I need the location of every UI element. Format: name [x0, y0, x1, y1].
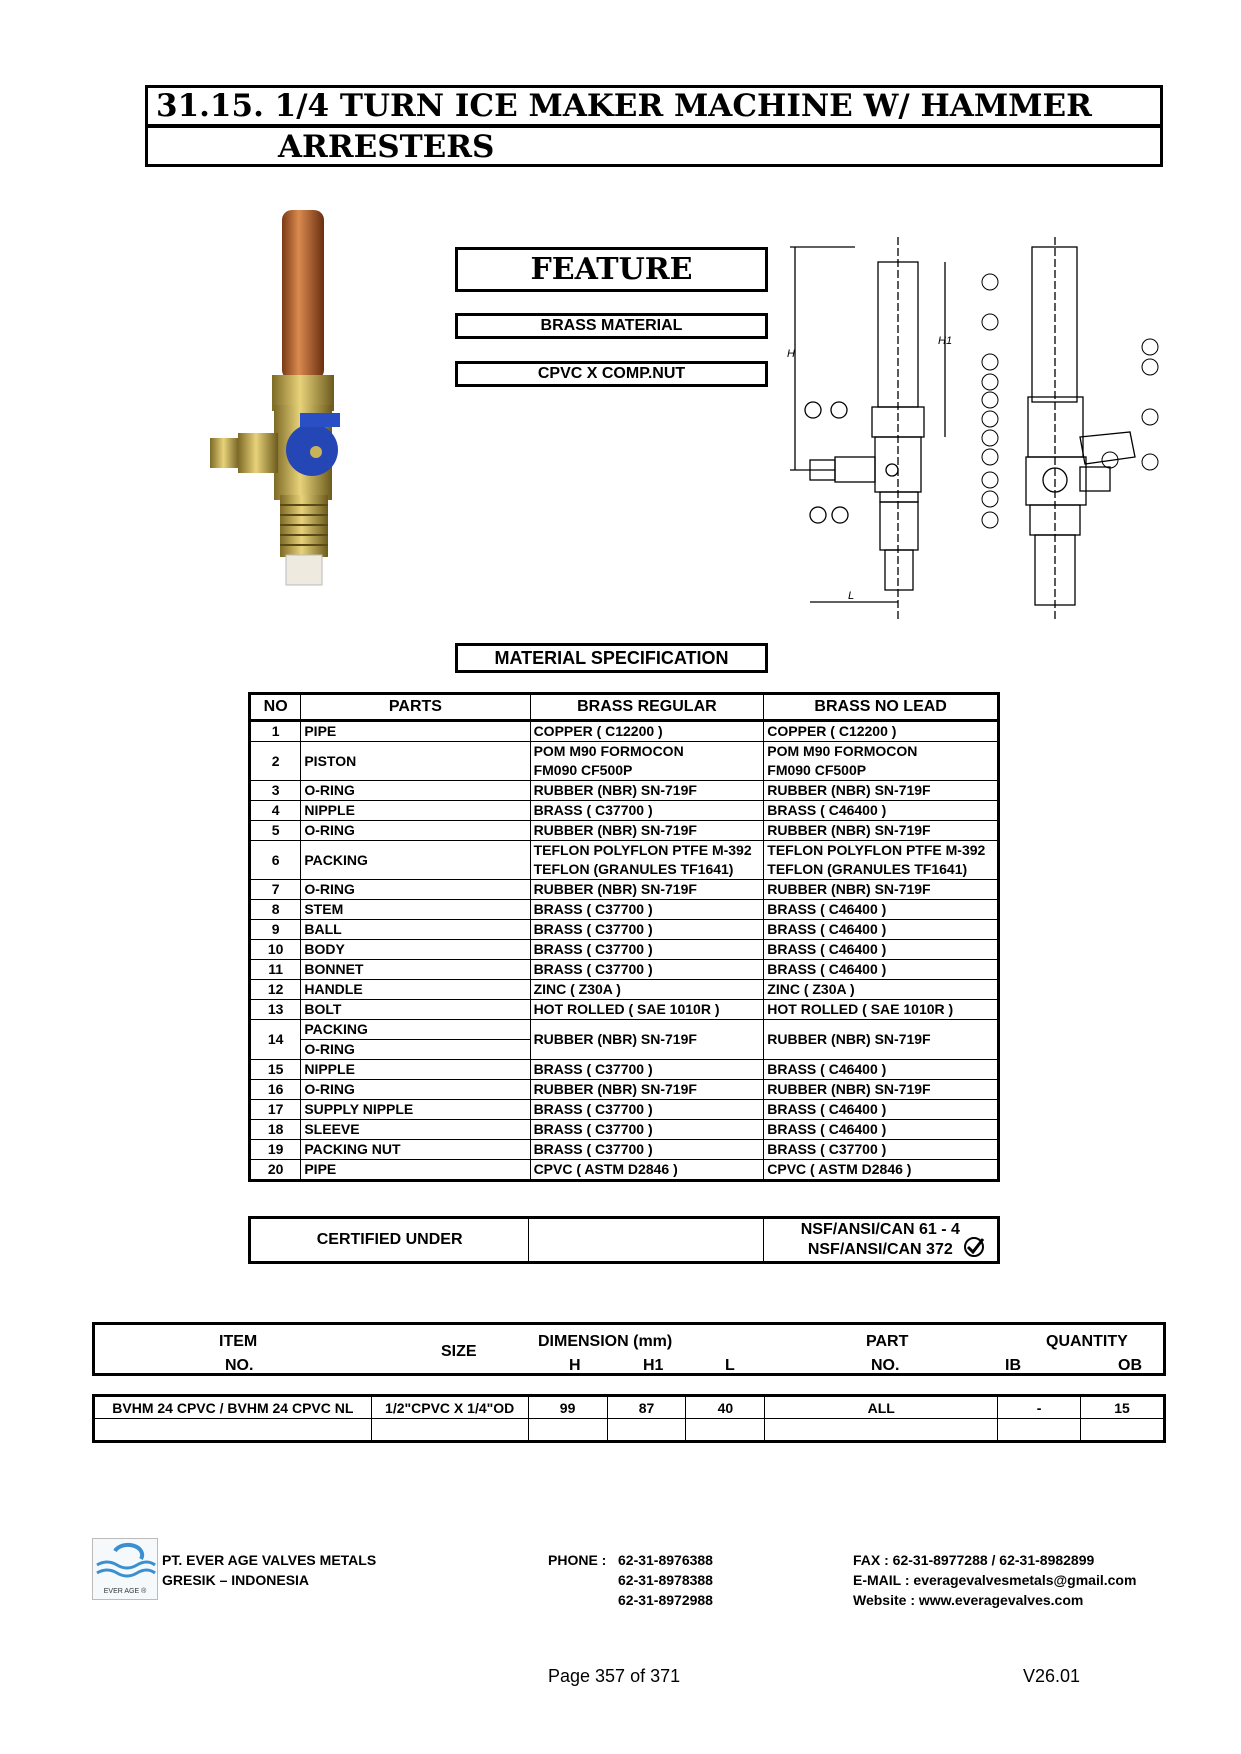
table-row [250, 960, 999, 980]
row-regular: BRASS ( C37700 ) [530, 960, 764, 980]
row-nolead: HOT ROLLED ( SAE 1010R ) [764, 1000, 999, 1020]
row-part: SUPPLY NIPPLE [301, 1100, 530, 1120]
product-photo [200, 205, 360, 595]
row-part: PACKING [301, 841, 530, 880]
row-item: BVHM 24 CPVC / BVHM 24 CPVC NL [94, 1396, 372, 1419]
row-part: NIPPLE [301, 1060, 530, 1080]
header-size: SIZE [441, 1343, 477, 1360]
header-no: NO [250, 694, 301, 721]
table-row [250, 1000, 999, 1020]
table-row [250, 940, 999, 960]
row-regular-line1: POM M90 FORMOCON [533, 743, 684, 759]
row-part: SLEEVE [301, 1120, 530, 1140]
row-regular: RUBBER (NBR) SN-719F [530, 821, 764, 841]
table-row [250, 801, 999, 821]
table-row [250, 920, 999, 940]
page-title-line1: 31.15. 1/4 TURN ICE MAKER MACHINE W/ HAMMER [145, 85, 1163, 127]
dim-label-l: L [848, 590, 855, 602]
row-no: 9 [250, 920, 301, 940]
row-no: 12 [250, 980, 301, 1000]
row-nolead: BRASS ( C46400 ) [764, 940, 999, 960]
row-no: 10 [250, 940, 301, 960]
dimension-table-header [92, 1322, 1166, 1376]
feature-heading: FEATURE [455, 247, 768, 292]
table-row [250, 1100, 999, 1120]
email: E-MAIL : everagevalvesmetals@gmail.com [853, 1572, 1137, 1588]
row-ib: - [998, 1396, 1081, 1419]
row-nolead: ZINC ( Z30A ) [764, 980, 999, 1000]
phone-3: 62-31-8972988 [618, 1592, 713, 1608]
row-nolead: BRASS ( C46400 ) [764, 960, 999, 980]
header-dimension: DIMENSION (mm) [538, 1333, 673, 1350]
row-part: STEM [301, 900, 530, 920]
header-part-no: NO. [871, 1357, 900, 1374]
company-location: GRESIK – INDONESIA [162, 1572, 310, 1588]
table-row [250, 880, 999, 900]
row-regular: ZINC ( Z30A ) [530, 980, 764, 1000]
row-nolead: BRASS ( C46400 ) [764, 1060, 999, 1080]
row-nolead: RUBBER (NBR) SN-719F [764, 880, 999, 900]
table-row [250, 1140, 999, 1160]
row-no: 15 [250, 1060, 301, 1080]
dimension-table [92, 1394, 1166, 1443]
row-regular-line1: TEFLON POLYFLON PTFE M-392 [533, 842, 752, 858]
material-spec-table [248, 692, 1000, 1182]
row-regular: BRASS ( C37700 ) [530, 900, 764, 920]
row-part-line2: O-RING [304, 1041, 355, 1057]
table-row [250, 1020, 999, 1060]
row-no: 5 [250, 821, 301, 841]
page-number: Page 357 of 371 [548, 1666, 681, 1686]
row-regular-line2: TEFLON (GRANULES TF1641) [533, 861, 734, 877]
phone-1: 62-31-8976388 [618, 1552, 713, 1568]
row-nolead: CPVC ( ASTM D2846 ) [764, 1160, 999, 1181]
row-nolead-line2: FM090 CF500P [767, 762, 867, 778]
table-header-row [250, 694, 999, 721]
row-part: PIPE [301, 1160, 530, 1181]
dim-label-h: H [787, 348, 795, 360]
row-regular: BRASS ( C37700 ) [530, 801, 764, 821]
row-part: PIPE [301, 721, 530, 742]
material-spec-heading: MATERIAL SPECIFICATION [455, 643, 768, 673]
row-nolead: COPPER ( C12200 ) [764, 721, 999, 742]
row-nolead: RUBBER (NBR) SN-719F [764, 781, 999, 801]
row-regular: BRASS ( C37700 ) [530, 1060, 764, 1080]
feature-item-cpvc: CPVC X COMP.NUT [455, 361, 768, 387]
row-nolead: BRASS ( C46400 ) [764, 920, 999, 940]
row-nolead-line2: TEFLON (GRANULES TF1641) [767, 861, 968, 877]
row-h: 99 [528, 1396, 607, 1419]
table-row [250, 900, 999, 920]
header-brass-no-lead: BRASS NO LEAD [764, 694, 999, 721]
certified-line2: NSF/ANSI/CAN 372 [807, 1241, 953, 1258]
certified-table [248, 1216, 1000, 1264]
row-no: 2 [250, 742, 301, 781]
row-part: BONNET [301, 960, 530, 980]
row-no: 14 [250, 1020, 301, 1060]
version: V26.01 [1023, 1666, 1081, 1686]
page-title-line2: ARRESTERS [145, 125, 1163, 167]
row-no: 3 [250, 781, 301, 801]
row-no: 19 [250, 1140, 301, 1160]
table-row [250, 1160, 999, 1181]
header-h: H [569, 1357, 581, 1374]
row-regular: BRASS ( C37700 ) [530, 940, 764, 960]
row-no: 18 [250, 1120, 301, 1140]
row-nolead [764, 742, 999, 781]
row-no: 4 [250, 801, 301, 821]
company-logo [92, 1538, 158, 1600]
row-regular: BRASS ( C37700 ) [530, 920, 764, 940]
certified-empty-cell [529, 1218, 763, 1263]
row-part [301, 1020, 530, 1060]
row-no: 16 [250, 1080, 301, 1100]
row-regular: BRASS ( C37700 ) [530, 1120, 764, 1140]
header-h1: H1 [643, 1357, 664, 1374]
row-part: BODY [301, 940, 530, 960]
phone-label: PHONE : [548, 1552, 607, 1568]
table-row [250, 1120, 999, 1140]
row-part-line1: PACKING [301, 1020, 529, 1040]
row-nolead: BRASS ( C46400 ) [764, 1100, 999, 1120]
header-ob: OB [1118, 1357, 1142, 1374]
row-part: PACKING NUT [301, 1140, 530, 1160]
table-row [250, 821, 999, 841]
row-nolead: RUBBER (NBR) SN-719F [764, 1020, 999, 1060]
fax: FAX : 62-31-8977288 / 62-31-8982899 [853, 1552, 1095, 1568]
row-part: O-RING [301, 880, 530, 900]
row-no: 1 [250, 721, 301, 742]
table-row-empty [94, 1419, 1165, 1442]
header-l: L [725, 1357, 735, 1374]
row-no: 13 [250, 1000, 301, 1020]
row-nolead-line1: TEFLON POLYFLON PTFE M-392 [767, 842, 986, 858]
header-parts: PARTS [301, 694, 530, 721]
logo-wave-icon [93, 1539, 157, 1583]
row-no: 20 [250, 1160, 301, 1181]
row-size: 1/2"CPVC X 1/4"OD [371, 1396, 528, 1419]
row-no: 7 [250, 880, 301, 900]
certified-standards [763, 1218, 998, 1263]
table-row [250, 1080, 999, 1100]
row-regular: RUBBER (NBR) SN-719F [530, 880, 764, 900]
row-regular: RUBBER (NBR) SN-719F [530, 1080, 764, 1100]
row-part: BOLT [301, 1000, 530, 1020]
row-nolead: BRASS ( C46400 ) [764, 1120, 999, 1140]
table-row [250, 742, 999, 781]
header-part: PART [866, 1333, 909, 1350]
company-name: PT. EVER AGE VALVES METALS [162, 1552, 377, 1568]
row-part: NIPPLE [301, 801, 530, 821]
table-row [250, 1060, 999, 1080]
header-item-no: NO. [225, 1357, 254, 1374]
certified-line1: NSF/ANSI/CAN 61 - 4 [800, 1221, 960, 1238]
technical-drawing [780, 232, 1170, 627]
row-regular: BRASS ( C37700 ) [530, 1100, 764, 1120]
dim-label-h1: H1 [938, 335, 953, 347]
row-nolead: BRASS ( C37700 ) [764, 1140, 999, 1160]
row-part: PISTON [301, 742, 530, 781]
row-nolead [764, 841, 999, 880]
row-part: BALL [301, 920, 530, 940]
row-h1: 87 [607, 1396, 686, 1419]
row-nolead: RUBBER (NBR) SN-719F [764, 1080, 999, 1100]
row-part: ALL [765, 1396, 998, 1419]
row-nolead: BRASS ( C46400 ) [764, 900, 999, 920]
header-ib: IB [1005, 1357, 1021, 1374]
row-regular: COPPER ( C12200 ) [530, 721, 764, 742]
row-no: 11 [250, 960, 301, 980]
row-part: O-RING [301, 1080, 530, 1100]
table-row [250, 980, 999, 1000]
feature-item-brass: BRASS MATERIAL [455, 313, 768, 339]
row-no: 6 [250, 841, 301, 880]
row-nolead: RUBBER (NBR) SN-719F [764, 821, 999, 841]
header-brass-regular: BRASS REGULAR [530, 694, 764, 721]
table-row [250, 721, 999, 742]
certified-label: CERTIFIED UNDER [250, 1218, 529, 1263]
website: Website : www.everagevalves.com [853, 1592, 1084, 1608]
row-part: HANDLE [301, 980, 530, 1000]
row-regular [530, 742, 764, 781]
table-row [250, 841, 999, 880]
row-regular: RUBBER (NBR) SN-719F [530, 781, 764, 801]
header-quantity: QUANTITY [1046, 1333, 1128, 1350]
table-row [250, 781, 999, 801]
row-regular: HOT ROLLED ( SAE 1010R ) [530, 1000, 764, 1020]
row-regular: RUBBER (NBR) SN-719F [530, 1020, 764, 1060]
row-regular [530, 841, 764, 880]
row-regular: BRASS ( C37700 ) [530, 1140, 764, 1160]
row-no: 8 [250, 900, 301, 920]
row-regular-line2: FM090 CF500P [533, 762, 633, 778]
row-regular: CPVC ( ASTM D2846 ) [530, 1160, 764, 1181]
row-ob: 15 [1081, 1396, 1165, 1419]
check-icon [963, 1236, 985, 1258]
row-no: 17 [250, 1100, 301, 1120]
logo-text: EVER AGE ® [103, 1588, 147, 1595]
row-nolead: BRASS ( C46400 ) [764, 801, 999, 821]
header-item: ITEM [219, 1333, 258, 1350]
row-part: O-RING [301, 821, 530, 841]
row-nolead-line1: POM M90 FORMOCON [767, 743, 918, 759]
row-l: 40 [686, 1396, 765, 1419]
table-row [94, 1396, 1165, 1419]
phone-2: 62-31-8978388 [618, 1572, 713, 1588]
row-part: O-RING [301, 781, 530, 801]
